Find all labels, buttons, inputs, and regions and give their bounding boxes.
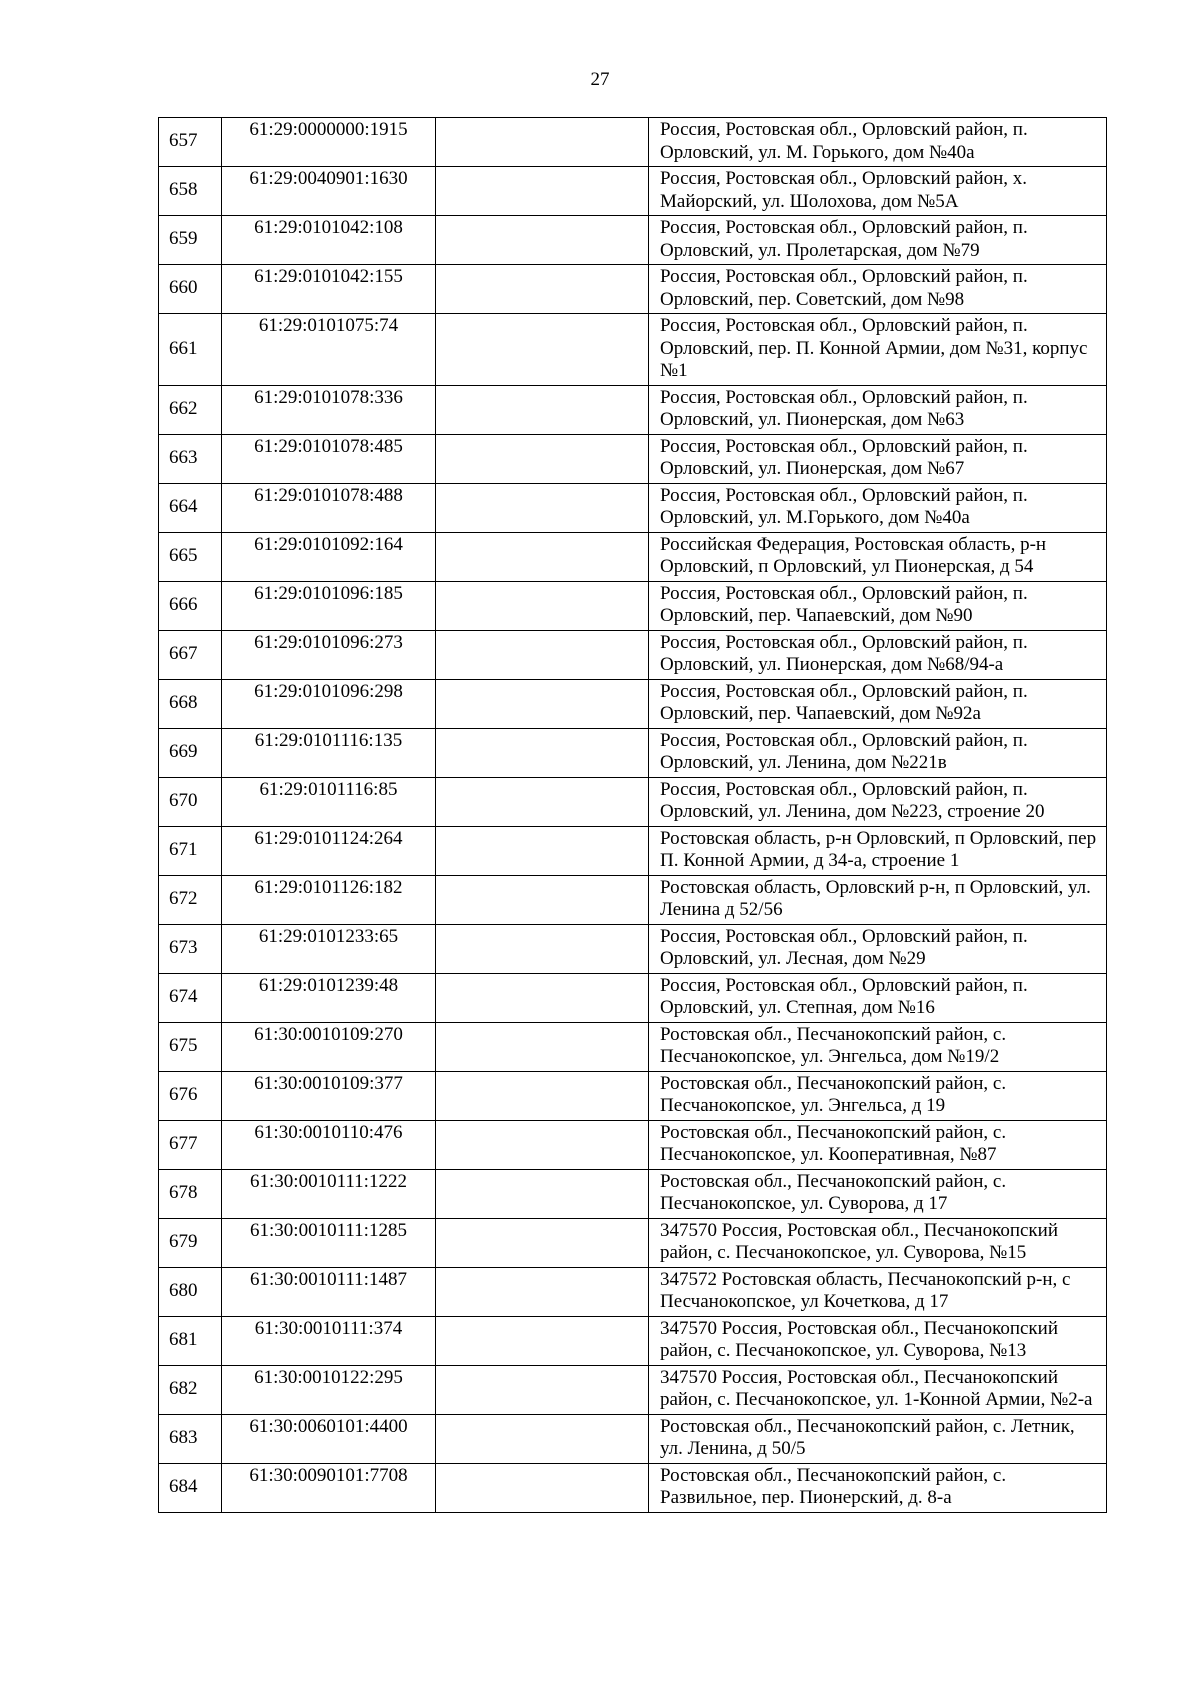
empty-cell <box>436 777 649 826</box>
table-row <box>159 216 1107 265</box>
empty-cell <box>436 434 649 483</box>
table-row <box>159 826 1107 875</box>
table-row <box>159 167 1107 216</box>
row-number: 670 <box>159 777 222 826</box>
empty-cell <box>436 924 649 973</box>
table-row <box>159 728 1107 777</box>
row-number: 674 <box>159 973 222 1022</box>
address-cell: Россия, Ростовская обл., Орловский район, п. Орловский, ул. Пролетарская, дом №79 <box>649 216 1107 265</box>
cadastral-number: 61:29:0040901:1630 <box>222 167 436 216</box>
address-cell: Россия, Ростовская обл., Орловский район, п. Орловский, ул. Степная, дом №16 <box>649 973 1107 1022</box>
table-row <box>159 1169 1107 1218</box>
empty-cell <box>436 167 649 216</box>
table-row <box>159 1071 1107 1120</box>
cadastral-number: 61:30:0010111:1285 <box>222 1218 436 1267</box>
address-cell: Россия, Ростовская обл., Орловский район, п. Орловский, ул. Ленина, дом №223, строение 20 <box>649 777 1107 826</box>
empty-cell <box>436 728 649 777</box>
row-number: 673 <box>159 924 222 973</box>
row-number: 664 <box>159 483 222 532</box>
table-row <box>159 1267 1107 1316</box>
address-cell: Ростовская область, Орловский р-н, п Орловский, ул. Ленина д 52/56 <box>649 875 1107 924</box>
row-number: 668 <box>159 679 222 728</box>
cadastral-number: 61:30:0010111:374 <box>222 1316 436 1365</box>
row-number: 677 <box>159 1120 222 1169</box>
cadastral-number: 61:30:0010110:476 <box>222 1120 436 1169</box>
row-number: 675 <box>159 1022 222 1071</box>
cadastral-number: 61:29:0101126:182 <box>222 875 436 924</box>
empty-cell <box>436 1365 649 1414</box>
row-number: 667 <box>159 630 222 679</box>
row-number: 661 <box>159 314 222 386</box>
cadastral-number: 61:29:0101116:135 <box>222 728 436 777</box>
cadastral-number: 61:29:0101078:488 <box>222 483 436 532</box>
empty-cell <box>436 1463 649 1512</box>
address-cell: Россия, Ростовская обл., Орловский район, п. Орловский, ул. Пионерская, дом №67 <box>649 434 1107 483</box>
address-cell: Россия, Ростовская обл., Орловский район, п. Орловский, пер. Чапаевский, дом №92а <box>649 679 1107 728</box>
table-row <box>159 973 1107 1022</box>
cadastral-number: 61:29:0101096:298 <box>222 679 436 728</box>
cadastral-number: 61:30:0010109:377 <box>222 1071 436 1120</box>
address-cell: Ростовская обл., Песчанокопский район, с. Песчанокопское, ул. Кооперативная, №87 <box>649 1120 1107 1169</box>
table-row <box>159 875 1107 924</box>
table-row <box>159 265 1107 314</box>
address-cell: Ростовская обл., Песчанокопский район, с. Развильное, пер. Пионерский, д. 8-а <box>649 1463 1107 1512</box>
cadastral-number: 61:29:0101096:185 <box>222 581 436 630</box>
table-row <box>159 630 1107 679</box>
cadastral-number: 61:29:0101042:108 <box>222 216 436 265</box>
address-cell: 347570 Россия, Ростовская обл., Песчанокопский район, с. Песчанокопское, ул. Суворова, №15 <box>649 1218 1107 1267</box>
address-cell: Россия, Ростовская обл., Орловский район, п. Орловский, ул. Лесная, дом №29 <box>649 924 1107 973</box>
address-cell: Ростовская обл., Песчанокопский район, с. Песчанокопское, ул. Суворова, д 17 <box>649 1169 1107 1218</box>
cadastral-number: 61:29:0101078:336 <box>222 385 436 434</box>
row-number: 658 <box>159 167 222 216</box>
row-number: 657 <box>159 118 222 167</box>
address-cell: 347570 Россия, Ростовская обл., Песчанокопский район, с. Песчанокопское, ул. 1-Конной Армии, №2-а <box>649 1365 1107 1414</box>
row-number: 666 <box>159 581 222 630</box>
page-number: 27 <box>590 69 610 90</box>
empty-cell <box>436 314 649 386</box>
address-cell: Россия, Ростовская обл., Орловский район, п. Орловский, ул. Ленина, дом №221в <box>649 728 1107 777</box>
cadastral-number: 61:29:0101075:74 <box>222 314 436 386</box>
row-number: 681 <box>159 1316 222 1365</box>
row-number: 660 <box>159 265 222 314</box>
cadastral-number: 61:29:0101124:264 <box>222 826 436 875</box>
cadastral-number: 61:30:0010109:270 <box>222 1022 436 1071</box>
empty-cell <box>436 532 649 581</box>
registry-body <box>159 118 1107 1513</box>
empty-cell <box>436 630 649 679</box>
empty-cell <box>436 265 649 314</box>
address-cell: Россия, Ростовская обл., Орловский район, п. Орловский, ул. Пионерская, дом №63 <box>649 385 1107 434</box>
cadastral-number: 61:29:0101239:48 <box>222 973 436 1022</box>
empty-cell <box>436 1120 649 1169</box>
cadastral-number: 61:30:0060101:4400 <box>222 1414 436 1463</box>
address-cell: Россия, Ростовская обл., Орловский район, п. Орловский, пер. Советский, дом №98 <box>649 265 1107 314</box>
empty-cell <box>436 679 649 728</box>
table-row <box>159 1120 1107 1169</box>
address-cell: Российская Федерация, Ростовская область, р-н Орловский, п Орловский, ул Пионерская, д 54 <box>649 532 1107 581</box>
empty-cell <box>436 1316 649 1365</box>
table-row <box>159 581 1107 630</box>
row-number: 663 <box>159 434 222 483</box>
table-row <box>159 1022 1107 1071</box>
table-row <box>159 532 1107 581</box>
cadastral-number: 61:30:0010111:1487 <box>222 1267 436 1316</box>
row-number: 680 <box>159 1267 222 1316</box>
address-cell: Ростовская обл., Песчанокопский район, с. Песчанокопское, ул. Энгельса, д 19 <box>649 1071 1107 1120</box>
empty-cell <box>436 875 649 924</box>
cadastral-number: 61:29:0101096:273 <box>222 630 436 679</box>
row-number: 682 <box>159 1365 222 1414</box>
address-cell: Россия, Ростовская обл., Орловский район, п. Орловский, ул. М. Горького, дом №40а <box>649 118 1107 167</box>
empty-cell <box>436 483 649 532</box>
cadastral-number: 61:30:0010122:295 <box>222 1365 436 1414</box>
address-cell: Россия, Ростовская обл., Орловский район, п. Орловский, пер. П. Конной Армии, дом №31, корпус №1 <box>649 314 1107 386</box>
address-cell: Ростовская обл., Песчанокопский район, с. Летник, ул. Ленина, д 50/5 <box>649 1414 1107 1463</box>
row-number: 683 <box>159 1414 222 1463</box>
row-number: 671 <box>159 826 222 875</box>
cadastral-number: 61:29:0101233:65 <box>222 924 436 973</box>
table-row <box>159 1365 1107 1414</box>
row-number: 684 <box>159 1463 222 1512</box>
cadastral-number: 61:30:0010111:1222 <box>222 1169 436 1218</box>
table-row <box>159 1218 1107 1267</box>
table-row <box>159 483 1107 532</box>
table-row <box>159 434 1107 483</box>
address-cell: Ростовская область, р-н Орловский, п Орловский, пер П. Конной Армии, д 34-а, строение 1 <box>649 826 1107 875</box>
row-number: 665 <box>159 532 222 581</box>
cadastral-number: 61:29:0101042:155 <box>222 265 436 314</box>
table-row <box>159 924 1107 973</box>
address-cell: Россия, Ростовская обл., Орловский район, п. Орловский, ул. М.Горького, дом №40а <box>649 483 1107 532</box>
table-row <box>159 118 1107 167</box>
table-row <box>159 679 1107 728</box>
empty-cell <box>436 216 649 265</box>
row-number: 669 <box>159 728 222 777</box>
empty-cell <box>436 1267 649 1316</box>
empty-cell <box>436 1414 649 1463</box>
row-number: 679 <box>159 1218 222 1267</box>
address-cell: Ростовская обл., Песчанокопский район, с. Песчанокопское, ул. Энгельса, дом №19/2 <box>649 1022 1107 1071</box>
cadastral-number: 61:29:0000000:1915 <box>222 118 436 167</box>
row-number: 678 <box>159 1169 222 1218</box>
table-row <box>159 777 1107 826</box>
row-number: 659 <box>159 216 222 265</box>
empty-cell <box>436 1071 649 1120</box>
cadastral-number: 61:29:0101116:85 <box>222 777 436 826</box>
table-row <box>159 1463 1107 1512</box>
property-registry-table <box>158 117 1107 1513</box>
row-number: 676 <box>159 1071 222 1120</box>
cadastral-number: 61:29:0101078:485 <box>222 434 436 483</box>
cadastral-number: 61:29:0101092:164 <box>222 532 436 581</box>
empty-cell <box>436 118 649 167</box>
empty-cell <box>436 385 649 434</box>
empty-cell <box>436 973 649 1022</box>
table-row <box>159 1414 1107 1463</box>
empty-cell <box>436 826 649 875</box>
empty-cell <box>436 1218 649 1267</box>
cadastral-number: 61:30:0090101:7708 <box>222 1463 436 1512</box>
row-number: 662 <box>159 385 222 434</box>
address-cell: Россия, Ростовская обл., Орловский район, п. Орловский, ул. Пионерская, дом №68/94-а <box>649 630 1107 679</box>
table-row <box>159 314 1107 386</box>
table-row <box>159 1316 1107 1365</box>
empty-cell <box>436 1022 649 1071</box>
address-cell: 347570 Россия, Ростовская обл., Песчанокопский район, с. Песчанокопское, ул. Суворова, №13 <box>649 1316 1107 1365</box>
address-cell: Россия, Ростовская обл., Орловский район, х. Майорский, ул. Шолохова, дом №5А <box>649 167 1107 216</box>
address-cell: Россия, Ростовская обл., Орловский район, п. Орловский, пер. Чапаевский, дом №90 <box>649 581 1107 630</box>
empty-cell <box>436 1169 649 1218</box>
empty-cell <box>436 581 649 630</box>
row-number: 672 <box>159 875 222 924</box>
table-row <box>159 385 1107 434</box>
address-cell: 347572 Ростовская область, Песчанокопский р-н, с Песчанокопское, ул Кочеткова, д 17 <box>649 1267 1107 1316</box>
